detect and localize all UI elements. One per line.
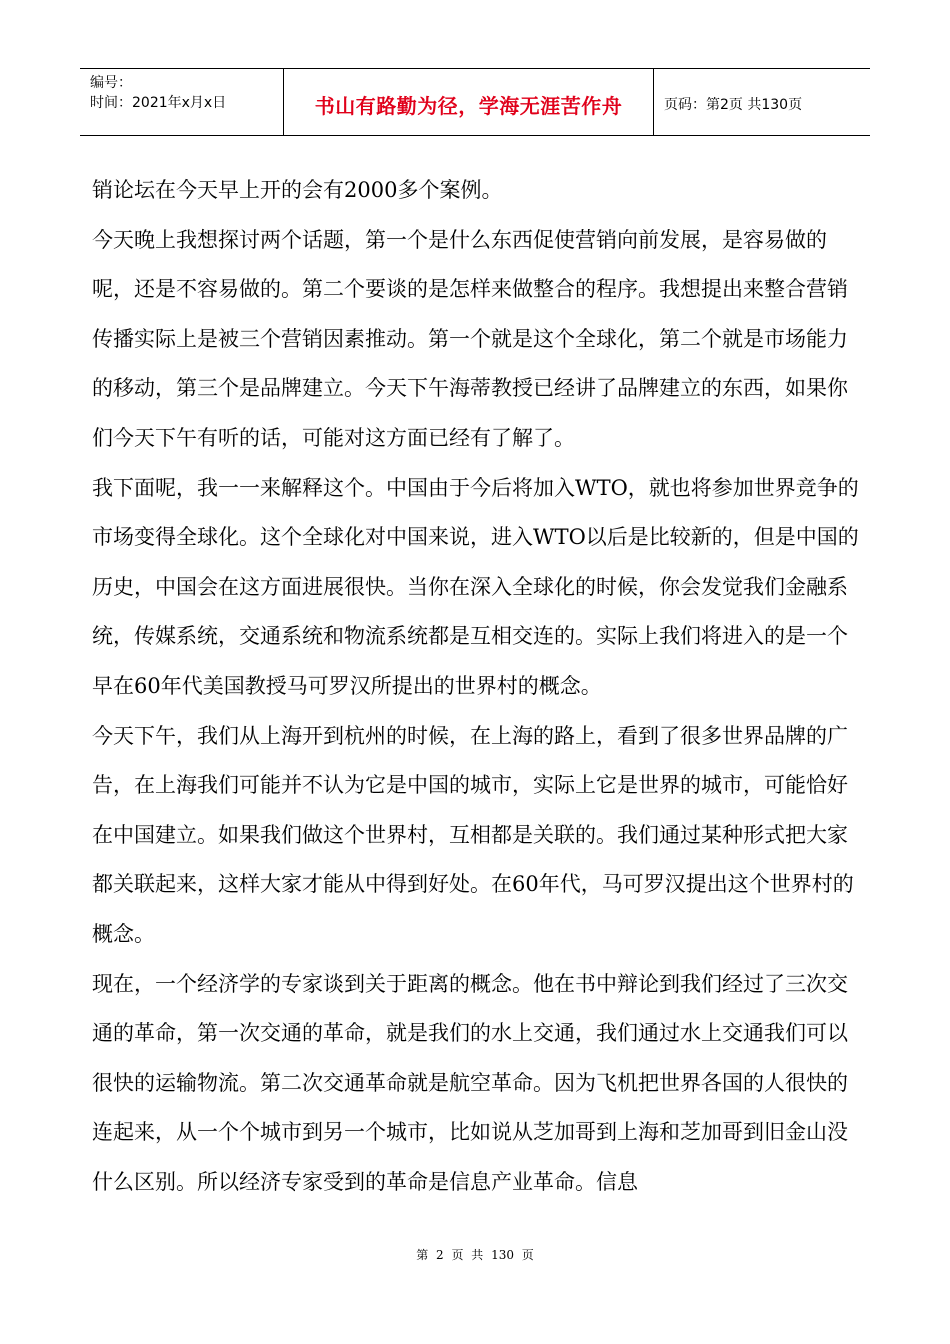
- header-meta: [80, 69, 284, 135]
- page-info-text: 页码：第2页 共130页: [664, 97, 803, 113]
- doc-number-label: 编号：: [90, 75, 132, 91]
- doc-date-label: 时间：2021年x月x日: [90, 95, 227, 111]
- document-body: [92, 166, 864, 1207]
- page-footer: [0, 1246, 950, 1263]
- header-motto: [284, 69, 654, 135]
- paragraph: 今天下午，我们从上海开到杭州的时候，在上海的路上，看到了很多世界品牌的广告，在上海我们可能并不认为它是中国的城市，实际上它是世界的城市，可能恰好在中国建立。如果我们做这个世界村，互相都是关联的。我们通过某种形式把大家都关联起来，这样大家才能从中得到好处。在60年代，马可罗汉提出这个世界村的概念。: [92, 723, 854, 946]
- paragraph: 销论坛在今天早上开的会有2000多个案例。: [92, 178, 503, 202]
- motto-text: 书山有路勤为径，学海无涯苦作舟: [314, 93, 623, 118]
- footer-page-number: 第 2 页 共 130 页: [416, 1248, 534, 1262]
- paragraph: 我下面呢，我一一来解释这个。中国由于今后将加入WTO，就也将参加世界竞争的市场变得全球化。这个全球化对中国来说，进入WTO以后是比较新的，但是中国的历史，中国会在这方面进展很快。当你在深入全球化的时候，你会发觉我们金融系统，传媒系统，交通系统和物流系统都是互相交连的。实际上我们将进入的是一个早在60年代美国教授马可罗汉所提出的世界村的概念。: [92, 475, 859, 698]
- paragraph: 现在，一个经济学的专家谈到关于距离的概念。他在书中辩论到我们经过了三次交通的革命，第一次交通的革命，就是我们的水上交通，我们通过水上交通我们可以很快的运输物流。第二次交通革命就是航空革命。因为飞机把世界各国的人很快的连起来，从一个个城市到另一个城市，比如说从芝加哥到上海和芝加哥到旧金山没什么区别。所以经济专家受到的革命是信息产业革命。信息: [92, 971, 848, 1194]
- page-header: [80, 68, 870, 136]
- paragraph: 今天晚上我想探讨两个话题，第一个是什么东西促使营销向前发展，是容易做的呢，还是不容易做的。第二个要谈的是怎样来做整合的程序。我想提出来整合营销传播实际上是被三个营销因素推动。第一个就是这个全球化，第二个就是市场能力的移动，第三个是品牌建立。今天下午海蒂教授已经讲了品牌建立的东西，如果你们今天下午有听的话，可能对这方面已经有了解了。: [92, 227, 848, 450]
- header-page-info: [654, 69, 870, 135]
